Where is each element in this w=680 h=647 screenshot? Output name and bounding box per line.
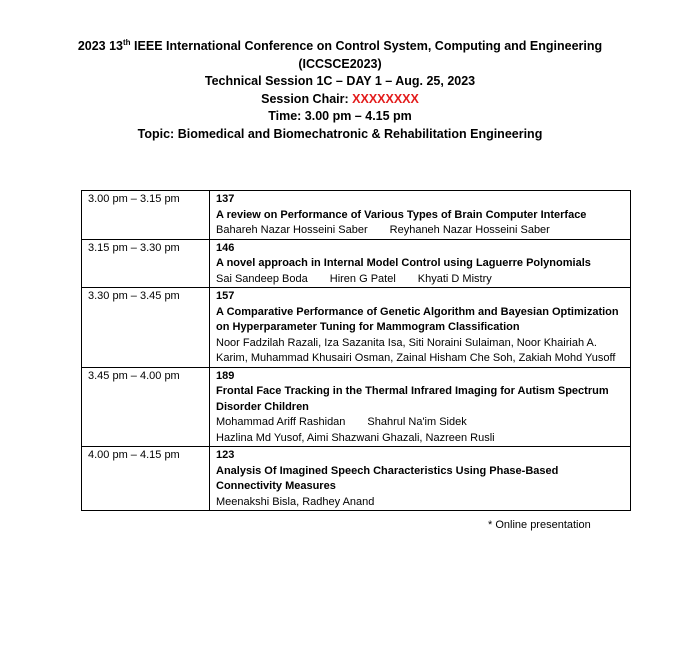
- paper-details: [210, 367, 631, 447]
- conference-acronym: (ICCSCE2023): [298, 56, 382, 71]
- table-row: [82, 367, 631, 447]
- session-chair: [0, 91, 680, 109]
- time-slot: 3.30 pm – 3.45 pm: [82, 288, 210, 368]
- time-slot: 3.00 pm – 3.15 pm: [82, 191, 210, 240]
- paper-authors: [216, 223, 624, 239]
- paper-id: 123: [216, 449, 235, 461]
- author-name: Sai Sandeep Boda: [216, 272, 308, 285]
- author-name: Meenakshi Bisla, Radhey Anand: [216, 495, 375, 508]
- time-slot: 3.15 pm – 3.30 pm: [82, 239, 210, 288]
- table-row: [82, 239, 631, 288]
- paper-title: Analysis Of Imagined Speech Characteristics Using Phase-Based Connectivity Measures: [216, 464, 559, 492]
- paper-authors: [216, 336, 624, 367]
- author-name: Noor Fadzilah Razali, Iza Sazanita Isa, Siti Noraini Sulaiman, Noor Khairiah A. Karim, Muhammad Khusairi Osman, Zainal Hisham Che Soh, Zakiah Mohd Yusoff: [216, 336, 616, 364]
- session-title: Technical Session 1C – DAY 1 – Aug. 25, 2023: [204, 74, 476, 88]
- session-topic: Topic: Biomedical and Biomechatronic & Rehabilitation Engineering: [137, 126, 543, 141]
- paper-title: Frontal Face Tracking in the Thermal Infrared Imaging for Autism Spectrum Disorder Children: [216, 385, 609, 413]
- paper-details: [210, 447, 631, 511]
- paper-title: A review on Performance of Various Types of Brain Computer Interface: [216, 208, 587, 221]
- paper-details: [210, 288, 631, 368]
- paper-title: A Comparative Performance of Genetic Algorithm and Bayesian Optimization on Hyperparameter Tuning for Mammogram Classification: [216, 305, 619, 333]
- paper-details: [210, 239, 631, 288]
- author-name: Bahareh Nazar Hosseini Saber: [216, 224, 368, 236]
- table-row: [82, 447, 631, 511]
- author-name: Hiren G Patel: [329, 272, 396, 285]
- session-chair-name: XXXXXXXX: [352, 91, 419, 106]
- session-time: Time: 3.00 pm – 4.15 pm: [268, 109, 412, 123]
- paper-id: 157: [216, 290, 235, 302]
- session-chair-label: Session Chair:: [261, 91, 353, 106]
- author-name: Shahrul Na'im Sidek: [367, 416, 467, 428]
- author-name: Mohammad Ariff Rashidan: [216, 416, 346, 428]
- author-name: Hazlina Md Yusof, Aimi Shazwani Ghazali, Nazreen Rusli: [216, 431, 495, 444]
- paper-authors: [216, 495, 624, 511]
- author-name: Khyati D Mistry: [417, 272, 492, 285]
- time-slot: 4.00 pm – 4.15 pm: [82, 447, 210, 511]
- paper-authors: [216, 415, 624, 446]
- paper-authors: [216, 272, 624, 288]
- table-row: [82, 288, 631, 368]
- paper-id: 146: [216, 241, 235, 254]
- paper-details: [210, 191, 631, 240]
- table-row: [82, 191, 631, 240]
- conference-title: 2023 13th IEEE International Conference on Control System, Computing and Engineering: [77, 38, 603, 53]
- time-slot: 3.45 pm – 4.00 pm: [82, 367, 210, 447]
- paper-id: 137: [216, 193, 235, 205]
- document-header: [0, 38, 680, 143]
- author-name: Reyhaneh Nazar Hosseini Saber: [389, 224, 550, 236]
- footnote: * Online presentation: [488, 519, 591, 531]
- paper-id: 189: [216, 369, 235, 382]
- paper-title: A novel approach in Internal Model Control using Laguerre Polynomials: [216, 257, 591, 269]
- schedule-table: [81, 190, 631, 511]
